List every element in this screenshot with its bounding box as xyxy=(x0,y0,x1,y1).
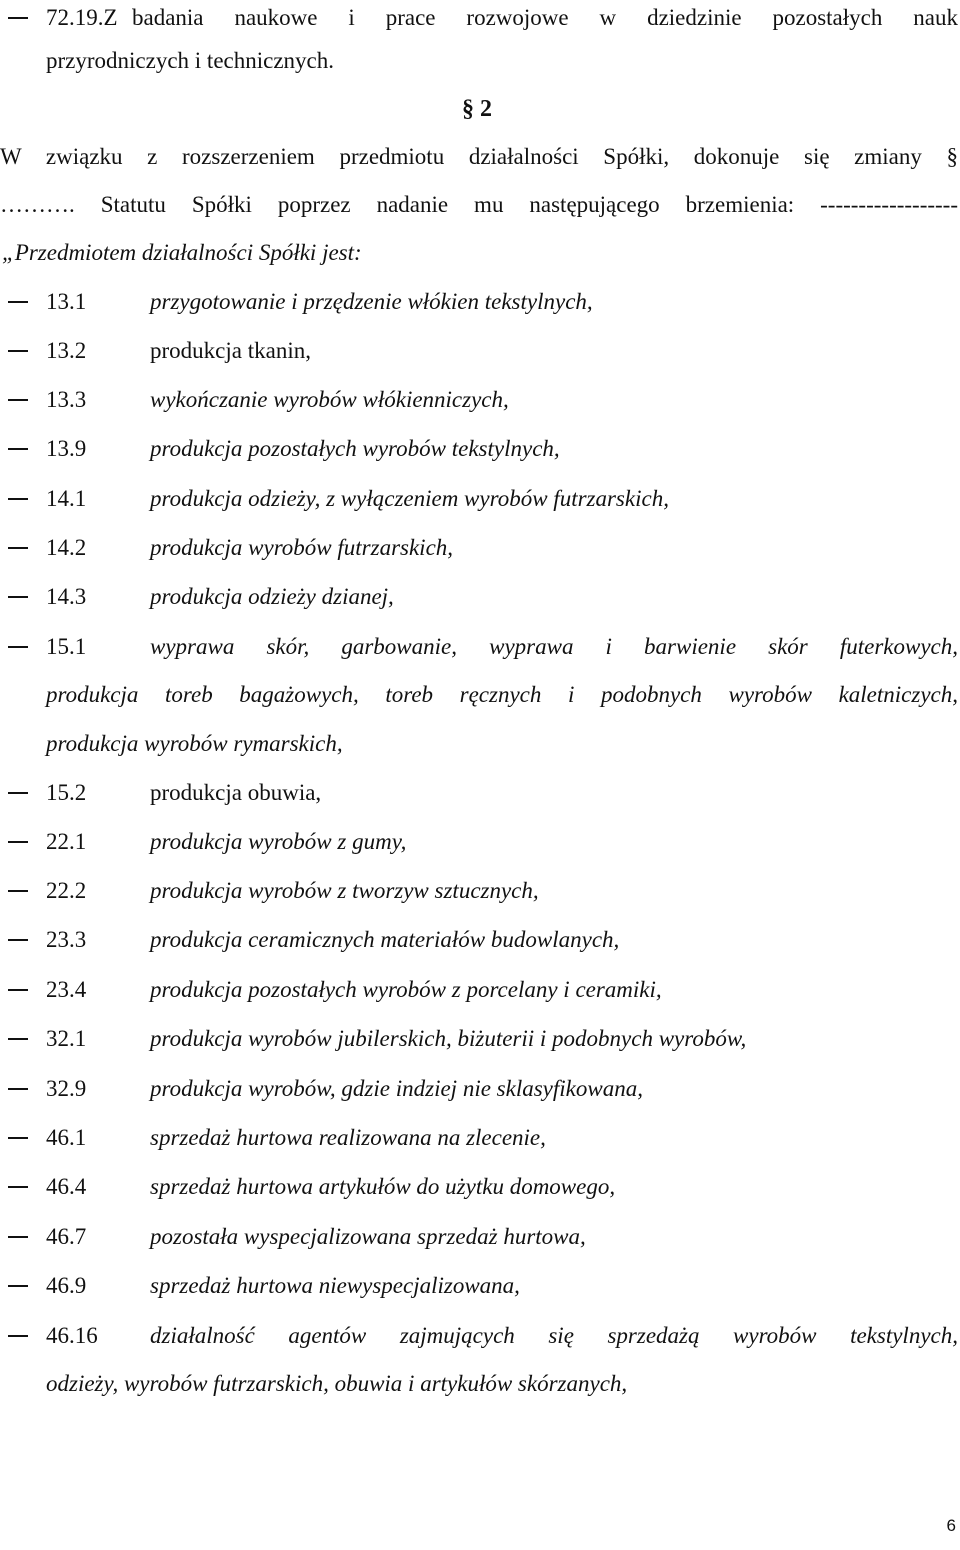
dash-bullet xyxy=(8,989,28,991)
page-number: 6 xyxy=(946,1516,956,1535)
item-code: 14.2 xyxy=(46,535,87,560)
item-text: produkcja odzieży, z wyłączeniem wyrobów futrzarskich, xyxy=(150,486,669,511)
item-text: sprzedaż hurtowa artykułów do użytku domowego, xyxy=(150,1174,616,1199)
item-text: sprzedaż hurtowa niewyspecjalizowana, xyxy=(150,1273,520,1298)
item-text: produkcja wyrobów z tworzyw sztucznych, xyxy=(150,878,539,903)
paragraph-text: ………. Statutu Spółki poprzez nadanie mu następującego brzemienia: ------------------ xyxy=(0,192,958,217)
list-item xyxy=(0,1321,960,1351)
dash-bullet xyxy=(8,646,28,648)
paragraph-line-2 xyxy=(0,190,960,220)
list-item xyxy=(0,1024,960,1054)
item-code: 23.4 xyxy=(46,977,87,1002)
item-code: 72.19.Z xyxy=(46,5,118,30)
item-text: produkcja tkanin, xyxy=(150,338,311,363)
dash-bullet xyxy=(8,350,28,352)
item-text-continuation: odzieży, wyrobów futrzarskich, obuwia i artykułów skórzanych, xyxy=(46,1371,628,1396)
list-item xyxy=(0,582,960,612)
item-code: 22.2 xyxy=(46,878,87,903)
item-code: 13.2 xyxy=(46,338,87,363)
intro-item-continuation xyxy=(0,46,960,76)
section-heading xyxy=(0,94,960,124)
list-item xyxy=(0,1123,960,1153)
item-text: produkcja wyrobów jubilerskich, biżuterii i podobnych wyrobów, xyxy=(150,1026,747,1051)
item-code: 46.7 xyxy=(46,1224,87,1249)
item-text: przygotowanie i przędzenie włókien tekstylnych, xyxy=(150,289,593,314)
item-text: wyprawa skór, garbowanie, wyprawa i barwienie skór futerkowych, xyxy=(150,634,958,659)
dash-bullet xyxy=(8,1038,28,1040)
item-text-continuation: produkcja wyrobów rymarskich, xyxy=(46,731,343,756)
intro-item xyxy=(0,3,960,33)
item-text: produkcja odzieży dzianej, xyxy=(150,584,394,609)
item-text: produkcja wyrobów z gumy, xyxy=(150,829,407,854)
list-item xyxy=(0,1222,960,1252)
list-item xyxy=(0,484,960,514)
dash-bullet xyxy=(8,498,28,500)
quote-intro-text: „Przedmiotem działalności Spółki jest: xyxy=(2,240,362,265)
list-item xyxy=(0,925,960,955)
item-code: 23.3 xyxy=(46,927,87,952)
dash-bullet xyxy=(8,1088,28,1090)
list-item xyxy=(0,1172,960,1202)
dash-bullet xyxy=(8,939,28,941)
list-item xyxy=(0,1271,960,1301)
list-item-continuation xyxy=(0,1369,960,1399)
quote-intro xyxy=(0,238,960,268)
item-text: badania naukowe i prace rozwojowe w dziedzinie pozostałych nauk xyxy=(132,5,958,30)
list-item xyxy=(0,287,960,317)
dash-bullet xyxy=(8,448,28,450)
dash-bullet xyxy=(8,399,28,401)
item-code: 32.9 xyxy=(46,1076,87,1101)
item-code: 13.3 xyxy=(46,387,87,412)
item-code: 46.4 xyxy=(46,1174,87,1199)
item-text: wykończanie wyrobów włókienniczych, xyxy=(150,387,509,412)
list-item xyxy=(0,975,960,1005)
list-item xyxy=(0,533,960,563)
list-item xyxy=(0,778,960,808)
item-code: 14.1 xyxy=(46,486,87,511)
dash-bullet xyxy=(8,841,28,843)
item-text-continuation: produkcja toreb bagażowych, toreb ręcznych i podobnych wyrobów kaletniczych, xyxy=(46,682,958,707)
dash-bullet xyxy=(8,1335,28,1337)
dash-bullet xyxy=(8,301,28,303)
item-code: 32.1 xyxy=(46,1026,87,1051)
list-item xyxy=(0,1074,960,1104)
paragraph-text: W związku z rozszerzeniem przedmiotu działalności Spółki, dokonuje się zmiany § xyxy=(0,144,958,169)
dash-bullet xyxy=(8,1186,28,1188)
list-item xyxy=(0,336,960,366)
dash-bullet xyxy=(8,547,28,549)
item-text-continuation: przyrodniczych i technicznych. xyxy=(46,48,335,73)
dash-bullet xyxy=(8,1285,28,1287)
item-text: produkcja wyrobów, gdzie indziej nie sklasyfikowana, xyxy=(150,1076,643,1101)
dash-bullet xyxy=(8,596,28,598)
list-item xyxy=(0,827,960,857)
item-code: 46.16 xyxy=(46,1323,98,1348)
item-code: 14.3 xyxy=(46,584,87,609)
list-item xyxy=(0,385,960,415)
item-text: produkcja pozostałych wyrobów tekstylnych, xyxy=(150,436,560,461)
dash-bullet xyxy=(8,1236,28,1238)
dash-bullet xyxy=(8,792,28,794)
item-code: 15.1 xyxy=(46,634,87,659)
item-text: pozostała wyspecjalizowana sprzedaż hurtowa, xyxy=(150,1224,586,1249)
item-text: produkcja obuwia, xyxy=(150,780,322,805)
paragraph-line-1 xyxy=(0,142,960,172)
section-mark: § 2 xyxy=(462,96,492,122)
list-item xyxy=(0,876,960,906)
item-text: produkcja ceramicznych materiałów budowlanych, xyxy=(150,927,620,952)
item-code: 13.9 xyxy=(46,436,87,461)
item-code: 22.1 xyxy=(46,829,87,854)
dash-bullet xyxy=(8,1137,28,1139)
list-item xyxy=(0,632,960,662)
item-code: 13.1 xyxy=(46,289,87,314)
list-item xyxy=(0,434,960,464)
dash-bullet xyxy=(8,17,28,19)
dash-bullet xyxy=(8,890,28,892)
item-code: 46.9 xyxy=(46,1273,87,1298)
list-item-continuation xyxy=(0,680,960,710)
item-text: produkcja pozostałych wyrobów z porcelany i ceramiki, xyxy=(150,977,662,1002)
item-code: 46.1 xyxy=(46,1125,87,1150)
item-text: działalność agentów zajmujących się sprzedażą wyrobów tekstylnych, xyxy=(150,1323,958,1348)
item-text: sprzedaż hurtowa realizowana na zlecenie, xyxy=(150,1125,546,1150)
list-item-continuation xyxy=(0,729,960,759)
item-text: produkcja wyrobów futrzarskich, xyxy=(150,535,454,560)
item-code: 15.2 xyxy=(46,780,87,805)
